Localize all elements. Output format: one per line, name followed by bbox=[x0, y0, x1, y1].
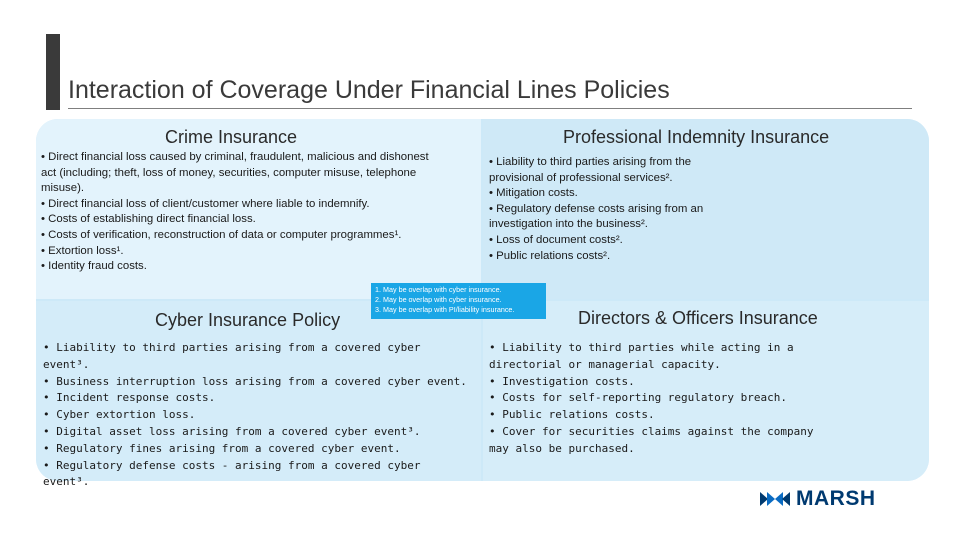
directors-line: directorial or managerial capacity. bbox=[489, 357, 721, 371]
crime-line: misuse). bbox=[41, 182, 85, 195]
slide-title: Interaction of Coverage Under Financial Lines Policies bbox=[68, 76, 670, 104]
professional-line: • Liability to third parties arising from the bbox=[489, 156, 692, 168]
professional-line: • Mitigation costs. bbox=[489, 187, 578, 200]
directors-line: • Public relations costs. bbox=[489, 408, 655, 422]
crime-line: • Direct financial loss caused by criminal, fraudulent, malicious and dishonest bbox=[41, 151, 429, 163]
cyber-body bbox=[43, 340, 473, 491]
footnote-2: 2. May be overlap with cyber insurance. bbox=[375, 295, 502, 304]
crime-line: • Direct financial loss of client/customer where liable to indemnify. bbox=[41, 197, 370, 210]
professional-line: • Regulatory defense costs arising from an bbox=[489, 202, 704, 215]
directors-line: • Cover for securities claims against the company bbox=[489, 424, 814, 438]
footnote-box bbox=[371, 283, 546, 319]
cyber-line: • Incident response costs. bbox=[43, 391, 216, 405]
cyber-line: • Business interruption loss arising from a covered cyber event. bbox=[43, 374, 467, 388]
directors-body bbox=[489, 340, 859, 458]
cyber-line: • Regulatory defense costs - arising from a covered cyber event³. bbox=[43, 458, 421, 489]
professional-line: • Loss of document costs². bbox=[489, 233, 623, 246]
marsh-logo-text: MARSH bbox=[796, 487, 876, 510]
directors-line: • Costs for self-reporting regulatory breach. bbox=[489, 391, 788, 405]
crime-heading: Crime Insurance bbox=[165, 127, 298, 147]
footnote-1: 1. May be overlap with cyber insurance. bbox=[375, 285, 502, 294]
crime-line: act (including; theft, loss of money, securities, computer misuse, telephone bbox=[41, 166, 417, 179]
crime-line: • Extortion loss¹. bbox=[41, 244, 124, 257]
directors-line: may also be purchased. bbox=[489, 441, 635, 455]
cyber-heading: Cyber Insurance Policy bbox=[155, 310, 341, 330]
marsh-logo bbox=[760, 486, 876, 512]
crime-line: • Costs of establishing direct financial loss. bbox=[41, 213, 256, 226]
cyber-line: • Liability to third parties arising from a covered cyber event³. bbox=[43, 341, 421, 371]
directors-heading: Directors & Officers Insurance bbox=[578, 308, 818, 328]
crime-line: • Costs of verification, reconstruction of data or computer programmes¹. bbox=[41, 228, 402, 241]
professional-heading: Professional Indemnity Insurance bbox=[563, 127, 830, 147]
directors-line: • Investigation costs. bbox=[489, 374, 635, 388]
marsh-logo-icon bbox=[760, 489, 790, 509]
footnote-3: 3. May be overlap with PI/liability insurance. bbox=[375, 305, 515, 314]
professional-line: provisional of professional services². bbox=[489, 171, 673, 184]
professional-line: investigation into the business². bbox=[489, 218, 648, 231]
cyber-line: • Cyber extortion loss. bbox=[43, 408, 196, 422]
title-accent-bar bbox=[46, 34, 60, 110]
crime-body bbox=[41, 150, 461, 275]
title-divider bbox=[68, 108, 912, 109]
crime-line: • Identity fraud costs. bbox=[41, 260, 147, 273]
professional-body bbox=[489, 155, 789, 264]
cyber-line: • Regulatory fines arising from a covered cyber event. bbox=[43, 441, 401, 455]
cyber-line: • Digital asset loss arising from a covered cyber event³. bbox=[43, 424, 421, 438]
professional-line: • Public relations costs². bbox=[489, 249, 611, 262]
directors-line: • Liability to third parties while acting in a bbox=[489, 341, 794, 354]
